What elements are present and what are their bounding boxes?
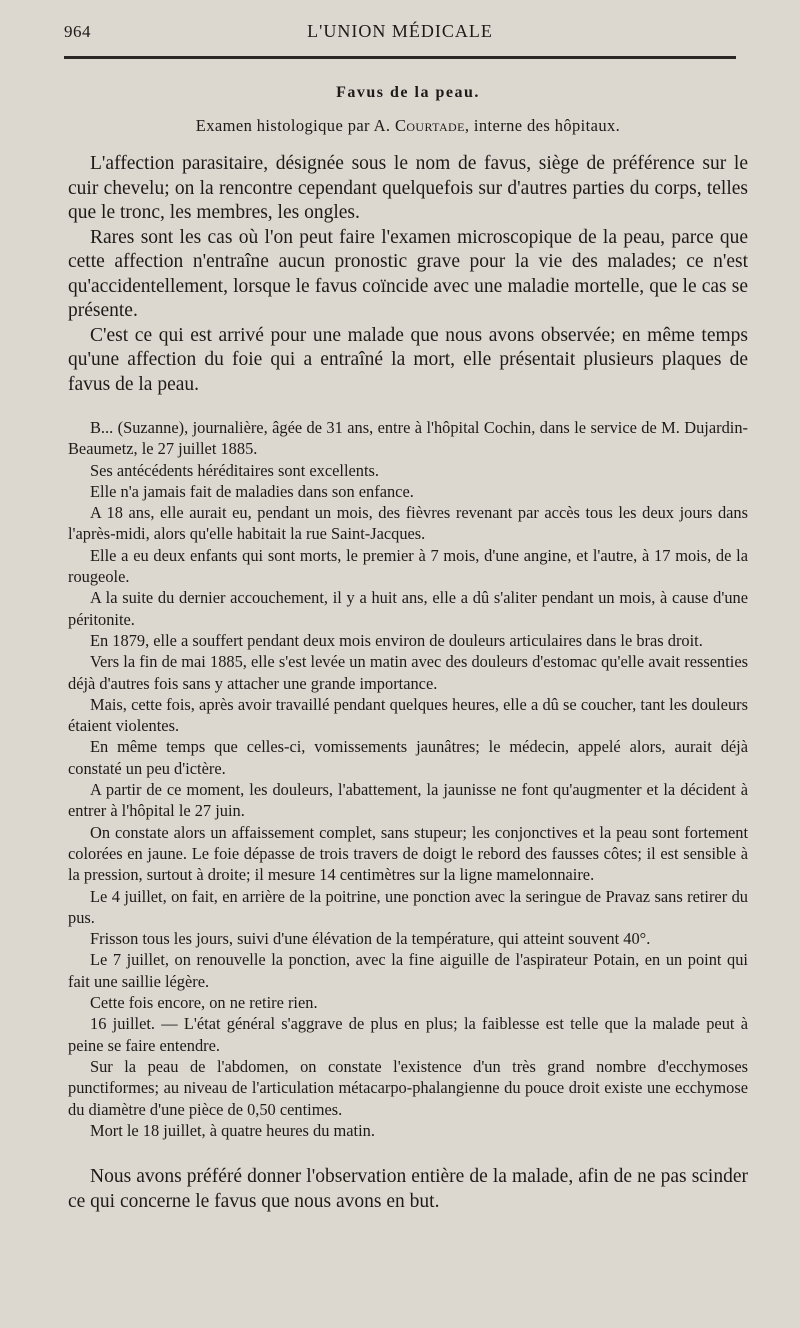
paragraph: En même temps que celles-ci, vomissements jaunâtres; le médecin, appelé alors, aurait déjà constaté un peu d'ictère. [68,737,748,778]
running-header [60,18,740,48]
subtitle-suffix: , interne des hôpitaux. [464,116,621,135]
author-name: Courtade [394,116,465,135]
paragraph: Mais, cette fois, après avoir travaillé pendant quelques heures, elle a dû se coucher, tant les douleurs étaient violentes. [68,694,748,736]
subtitle-prefix: Examen histologique par A. [195,116,391,135]
paragraph: Nous avons préféré donner l'observation entière de la malade, afin de ne pas scinder ce qui concerne le favus que nous avons en but. [68,1166,748,1212]
paragraph: L'affection parasitaire, désignée sous le nom de favus, siège de préférence sur le cuir chevelu; on la rencontre cependant quelquefois sur d'autres parties du corps, telles que le tronc, les membres, les ongles. [68,153,748,223]
paragraph: En 1879, elle a souffert pendant deux mois environ de douleurs articulaires dans le bras droit. [90,630,703,650]
header-rule [64,56,736,59]
paragraph: Le 4 juillet, on fait, en arrière de la poitrine, une ponction avec la seringue de Pravaz sans retirer du pus. [68,886,748,927]
paragraph: B... (Suzanne), journalière, âgée de 31 ans, entre à l'hôpital Cochin, dans le service de M. Dujardin-Beaumetz, le 27 juillet 1885. [68,418,748,459]
closing-paragraph [68,1165,748,1214]
journal-title: L'UNION MÉDICALE [307,21,493,41]
paragraph: Le 7 juillet, on renouvelle la ponction, avec la fine aiguille de l'aspirateur Potain, en un point qui fait une saillie légère. [68,950,748,991]
paragraph: On constate alors un affaissement complet, sans stupeur; les conjonctives et la peau sont fortement colorées en jaune. Le foie dépasse de trois travers de doigt le rebord des fausses côtes; il est sensible à la pression, surtout à droite; il mesure 14 centimètres sur la ligne mamelonnaire. [68,822,748,885]
article [68,84,748,1214]
article-subtitle [68,116,748,136]
paragraph: Cette fois encore, on ne retire rien. [90,993,318,1013]
introduction [68,152,748,397]
paragraph: Elle n'a jamais fait de maladies dans son enfance. [90,481,414,501]
paragraph: 16 juillet. — L'état général s'aggrave de plus en plus; la faiblesse est telle que la malade peut à peine se faire entendre. [68,1014,748,1055]
paragraph: C'est ce qui est arrivé pour une malade que nous avons observée; en même temps qu'une affection du foie qui a entraîné la mort, elle présentait plusieurs plaques de favus de la peau. [68,324,748,395]
paragraph: Frisson tous les jours, suivi d'une élévation de la température, qui atteint souvent 40°. [90,929,651,949]
paragraph: Vers la fin de mai 1885, elle s'est levée un matin avec des douleurs d'estomac qu'elle avait ressenties déjà d'autres fois sans y attacher une grande importance. [68,652,748,693]
paragraph: Rares sont les cas où l'on peut faire l'examen microscopique de la peau, parce que cette affection n'entraîne aucun pronostic grave pour la vie des malades; ce n'est qu'accidentellement, lorsque le favus coïncide avec une maladie mortelle, que le cas se présente. [68,226,748,321]
paragraph: A la suite du dernier accouchement, il y a huit ans, elle a dû s'aliter pendant un mois, à cause d'une péritonite. [68,588,748,629]
paragraph: A partir de ce moment, les douleurs, l'abattement, la jaunisse ne font qu'augmenter et la décident à entrer à l'hôpital le 27 juin. [68,780,748,821]
paragraph: Sur la peau de l'abdomen, on constate l'existence d'un très grand nombre d'ecchymoses punctiformes; au niveau de l'articulation métacarpo-phalangienne du pouce droit existe une ecchymose du diamètre d'une pièce de 0,50 centimes. [68,1056,748,1119]
paragraph: A 18 ans, elle aurait eu, pendant un mois, des fièvres revenant par accès tous les deux jours dans l'après-midi, alors qu'elle habitait la rue Saint-Jacques. [68,503,748,544]
paragraph: Elle a eu deux enfants qui sont morts, le premier à 7 mois, d'une angine, et l'autre, à 17 mois, de la rougeole. [68,545,748,587]
clinical-observation [68,417,748,1141]
paragraph: Ses antécédents héréditaires sont excellents. [90,460,380,480]
page-number: 964 [64,22,91,41]
article-title: Favus de la peau. [336,84,480,101]
paragraph: Mort le 18 juillet, à quatre heures du matin. [90,1120,375,1140]
